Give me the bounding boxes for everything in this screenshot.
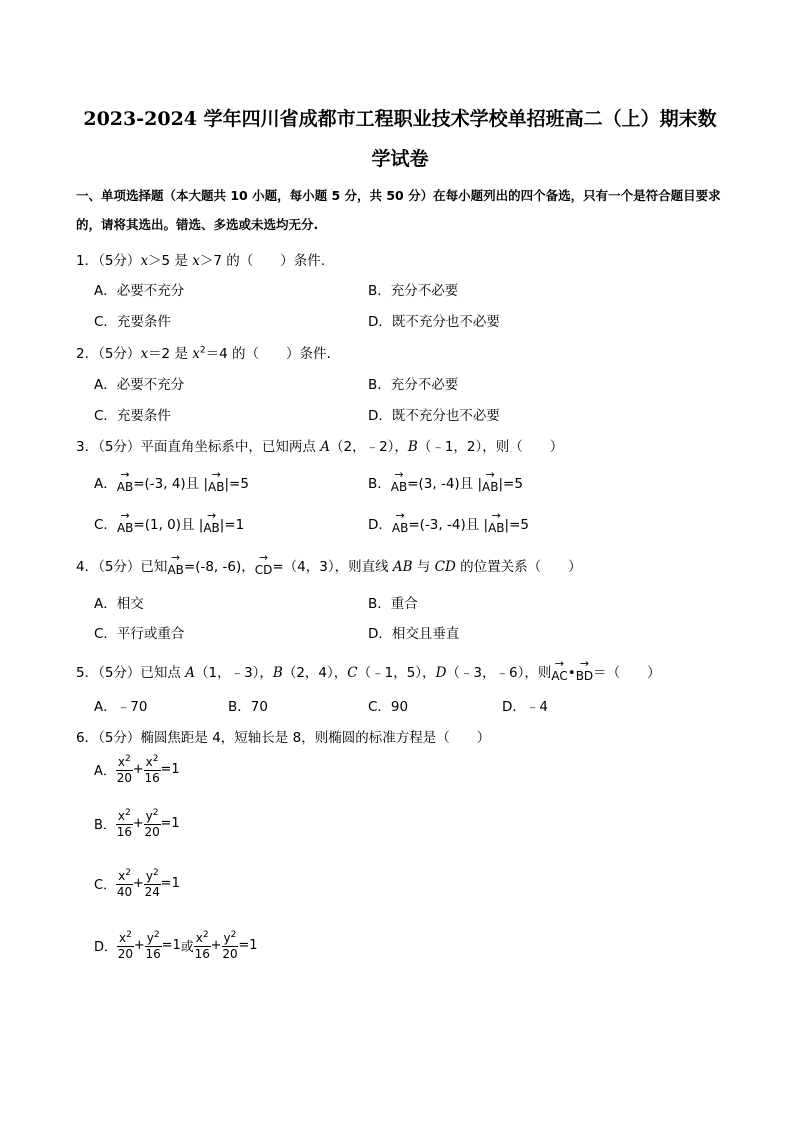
exam-title-line1: 2023-2024 学年四川省成都市工程职业技术学校单招班高二（上）期末数 [83,108,717,130]
question-1-stem: 1．（5分）x＞5 是 x＞7 的（ ）条件. [76,253,326,269]
q6-option-b: B． $\frac{x^2}{16}$ + $\frac{y^2}{20}$ =1 [94,808,180,839]
q6-option-a: A． $\frac{x^2}{20}$ + $\frac{x^2}{16}$ =1 [94,754,180,785]
q5-option-d: D．﹣4 [502,699,548,715]
q4-option-a: A．相交 [94,596,144,612]
q4-option-d: D．相交且垂直 [368,626,460,642]
q3-option-d: D．→ AB=(-3, -4)且 |→ AB|=5 [368,513,529,535]
q4-option-c: C．平行或重合 [94,626,185,642]
q5-option-c: C．90 [368,699,409,715]
question-2-stem: 2．（5分）x＝2 是 $x^2=4$ 的（ ）条件. [76,345,331,362]
q2-option-b: B．充分不必要 [368,377,459,393]
q3-option-c: C．→ AB=(1, 0)且 |→ AB|=1 [94,513,244,535]
q3-option-b: B．→ AB=(3, -4)且 |→ AB|=5 [368,472,523,494]
q5-option-a: A．﹣70 [94,699,148,715]
question-5-stem: 5．（5分）已知点 A（1，﹣3），B（2，4），C（﹣1，5），D（﹣3，﹣6），则→ AC•→ BD＝（ ） [76,661,661,683]
q1-option-b: B．充分不必要 [368,283,459,299]
question-6-stem: 6．（5分）椭圆焦距是 4，短轴长是 8，则椭圆的标准方程是（ ） [76,730,491,746]
q3-option-a: A．→ AB=(-3, 4)且 |→ AB|=5 [94,472,249,494]
q6-option-d: D． $\frac{x^2}{20}$ + $\frac{y^2}{16}$ =1 或 $\frac{x^2}{16}$ + $\frac{y^2}{20}$ =1 [94,930,258,961]
q2-option-d: D．既不充分也不必要 [368,408,500,424]
q1-option-c: C．充要条件 [94,314,171,330]
q1-option-d: D．既不充分也不必要 [368,314,500,330]
q2-option-c: C．充要条件 [94,408,171,424]
q2-option-a: A．必要不充分 [94,377,185,393]
exam-title-line2: 学试卷 [371,148,429,170]
question-3-stem: 3．（5分）平面直角坐标系中，已知两点 A（2，﹣2），B（﹣1，2），则（ ） [76,439,564,455]
q6-option-c: C． $\frac{x^2}{40}$ + $\frac{y^2}{24}$ =1 [94,868,180,899]
q5-option-b: B．70 [228,699,268,715]
q4-option-b: B．重合 [368,596,418,612]
q1-option-a: A．必要不充分 [94,283,185,299]
section-heading: 一、单项选择题（本大题共 10 小题，每小题 5 分，共 50 分）在每小题列出的四个备选，只有一个是符合题目要求的，请将其选出。错选、多选或未选均无分. [76,188,721,232]
question-4-stem: 4．（5分）已知→ AB=(-8, -6)，→ CD=（4，3），则直线 AB 与 CD 的位置关系（ ） [76,555,582,577]
